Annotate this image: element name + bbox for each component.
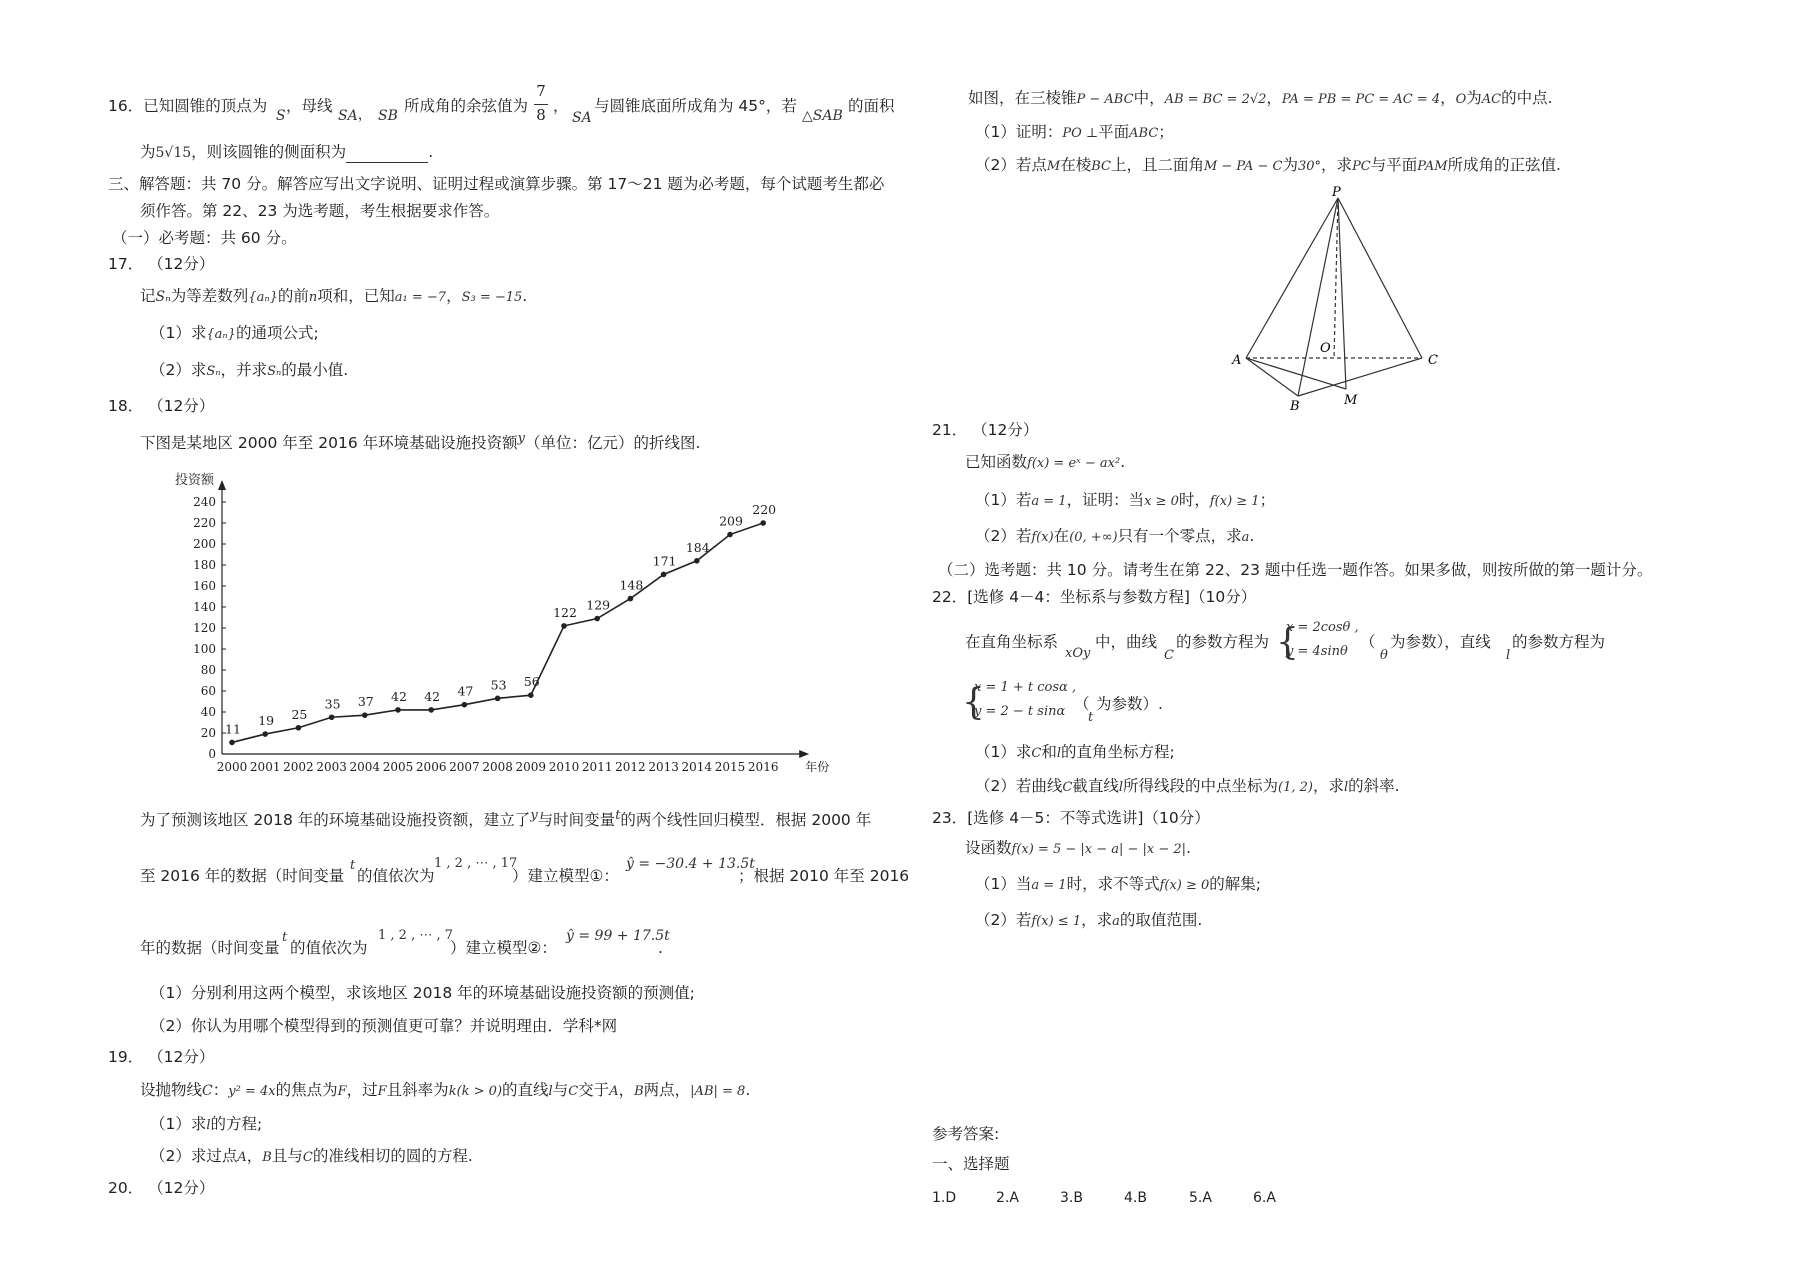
sec3-line1: 三、解答题：共 70 分。解答应写出文字说明、证明过程或演算步骤。第 17～21 题为必考题，每个试题考生都必 (108, 175, 885, 193)
q22-stem-d: 为参数），直线 (1390, 633, 1491, 651)
x-tick-label: 2012 (615, 760, 646, 774)
data-point (262, 731, 268, 737)
q17-header: 17． （12分） (108, 255, 215, 273)
y-tick-label: 160 (193, 579, 216, 593)
edge-BC (1298, 358, 1422, 396)
q21-part2: （2）若f(x)在(0, +∞)只有一个零点，求a. (975, 527, 1255, 545)
y-tick-label: 120 (193, 621, 216, 635)
x-tick-label: 2016 (747, 760, 779, 774)
q18-model1: ŷ = −30.4 + 13.5t (626, 856, 755, 872)
q16-p4: 与圆锥底面所成角为 45°，若 (594, 97, 797, 115)
edge-PM (1338, 198, 1346, 389)
x-tick-label: 2005 (382, 760, 414, 774)
x-tick-label: 2001 (249, 760, 281, 774)
data-point (528, 692, 534, 698)
label-O: O (1320, 341, 1331, 356)
y-tick-label: 140 (193, 600, 216, 614)
y-tick-label: 20 (200, 726, 216, 740)
data-point (428, 707, 434, 713)
data-label: 171 (652, 553, 677, 569)
q20-part1: （1）证明：PO ⊥平面ABC； (975, 123, 1174, 141)
q22-theta: θ (1380, 648, 1388, 663)
sec3-line3: （一）必考题：共 60 分。 (112, 229, 297, 247)
q22-stem-e: 的参数方程为 (1512, 633, 1606, 651)
q21-part1: （1）若a = 1，证明：当x ≥ 0时，f(x) ≥ 1； (975, 491, 1276, 509)
q21-stem: 已知函数f(x) = eˣ − ax². (965, 453, 1126, 471)
edge-AB (1246, 358, 1298, 396)
y-tick-label: 200 (193, 537, 216, 551)
q18-para3-t: t (282, 930, 288, 945)
q16-p5: 的面积 (848, 97, 895, 115)
edge-PB (1298, 198, 1338, 396)
q18-para2: 至 2016 年的数据（时间变量 (140, 867, 345, 885)
answer-2: 2.A (996, 1190, 1019, 1206)
data-label: 42 (424, 688, 441, 704)
q22-xOy: xOy (1065, 646, 1091, 661)
q23-part2: （2）若f(x) ≤ 1，求a的取值范围. (975, 911, 1203, 929)
data-label: 122 (553, 604, 577, 620)
q19-part1: （1）求l的方程; (150, 1115, 263, 1133)
q18-para3: 年的数据（时间变量 (140, 939, 280, 957)
answer-3: 3.B (1060, 1190, 1083, 1206)
x-tick-label: 2008 (482, 760, 513, 774)
data-point (727, 532, 733, 538)
q17-stem: 记Sₙ为等差数列{aₙ}的前n项和，已知a₁ = −7，S₃ = −15. (140, 287, 528, 305)
data-point (229, 740, 235, 746)
q18-para3-b: 的值依次为 (290, 939, 368, 957)
q20-header: 20． （12分） (108, 1179, 215, 1197)
data-point (329, 714, 335, 720)
answers-title: 参考答案: (932, 1125, 1000, 1143)
y-axis-arrow (218, 480, 226, 490)
q23-stem: 设函数f(x) = 5 − |x − a| − |x − 2|. (965, 839, 1192, 857)
data-label: 209 (719, 513, 743, 529)
x-tick-label: 2011 (581, 760, 613, 774)
q22-stem-f: 为参数）. (1096, 695, 1163, 713)
y-axis-label: 投资额 (174, 473, 214, 488)
investment-line-chart (160, 466, 850, 786)
data-label: 37 (357, 694, 374, 710)
data-point (561, 623, 567, 629)
q22-header: 22．[选修 4－4：坐标系与参数方程]（10分） (932, 588, 1257, 606)
q18-intro: 下图是某地区 2000 年至 2016 年环境基础设施投资额$^y$（单位：亿元）的折线图. (140, 431, 701, 453)
y-tick-label: 180 (193, 558, 216, 572)
q18-para3-end: . (658, 939, 663, 957)
label-C: C (1428, 353, 1438, 368)
y-tick-label: 100 (193, 642, 216, 656)
q18-para2-d: ；根据 2010 年至 2016 (738, 867, 910, 885)
data-point (296, 725, 302, 731)
answer-5: 5.A (1189, 1190, 1212, 1206)
data-label: 25 (291, 706, 308, 722)
y-tick-label: 240 (193, 495, 216, 509)
q20-stem: 如图，在三棱锥P − ABC中，AB = BC = 2√2，PA = PB = PC = AC = 4，O为AC的中点. (968, 89, 1553, 107)
data-point (628, 596, 634, 602)
pyramid-figure (1200, 186, 1460, 416)
q16-S: S (276, 108, 286, 124)
data-point (395, 707, 401, 713)
q22-part2: （2）若曲线C截直线l所得线段的中点坐标为(1, 2)，求l的斜率. (975, 777, 1400, 795)
label-B: B (1290, 399, 1300, 414)
q17-part2: （2）求Sₙ，并求Sₙ的最小值. (150, 361, 349, 379)
q22-t: t (1088, 710, 1094, 725)
x-tick-label: 2009 (515, 760, 547, 774)
q19-header: 19． （12分） (108, 1048, 215, 1066)
q22-C: C (1164, 648, 1174, 663)
q18-header: 18． （12分） (108, 397, 215, 415)
series-line (232, 523, 763, 742)
q22-paren: （ (1360, 633, 1376, 651)
y-tick-label: 0 (208, 747, 216, 761)
q16-frac-num: 7 (536, 82, 546, 100)
label-M: M (1344, 393, 1358, 408)
answers-section: 一、选择题 (932, 1155, 1010, 1173)
y-tick-label: 40 (200, 705, 216, 719)
x-tick-label: 2013 (648, 760, 679, 774)
q16-p2: ，母线 (286, 97, 333, 115)
q21-header: 21． （12分） (932, 421, 1039, 439)
x-tick-label: 2014 (681, 760, 713, 774)
y-tick-label: 60 (200, 684, 216, 698)
q22-paren2: （ (1074, 695, 1090, 713)
q22-ly: y = 2 − t sinα (974, 704, 1066, 719)
data-label: 11 (225, 721, 241, 737)
answer-1: 1.D (932, 1190, 957, 1206)
q18-model2: ŷ = 99 + 17.5t (566, 928, 670, 944)
data-label: 129 (586, 597, 611, 613)
q16-comma1: ， (358, 108, 372, 123)
q22-stem-a: 在直角坐标系 (965, 633, 1059, 651)
data-point (694, 558, 700, 564)
data-label: 47 (457, 683, 474, 699)
data-point (495, 696, 501, 702)
q18-para2-seq: 1 , 2 , ⋯ , 17 (434, 856, 518, 871)
label-A: A (1232, 353, 1242, 368)
q16-frac-den: 8 (536, 106, 546, 124)
optional-section-title: （二）选考题：共 10 分。请考生在第 22、23 题中任选一题作答。如果多做，则按所做的第一题计分。 (938, 561, 1653, 579)
data-point (594, 616, 600, 622)
x-axis-label: 年份 (805, 760, 830, 774)
q16-line1: 16．已知圆锥的顶点为 (108, 97, 268, 115)
q16-p3: 所成角的余弦值为 (404, 97, 529, 115)
data-label: 184 (685, 539, 710, 555)
q23-part1: （1）当a = 1时，求不等式f(x) ≥ 0的解集; (975, 875, 1262, 893)
q18-para2-t: t (350, 858, 356, 873)
x-tick-label: 2006 (415, 760, 447, 774)
q16-SB: SB (378, 108, 398, 124)
q16-SA2: SA (572, 110, 592, 126)
data-label: 35 (324, 696, 341, 712)
data-label: 53 (490, 677, 507, 693)
edge-PA (1246, 198, 1338, 358)
x-axis-arrow (799, 750, 809, 758)
answer-4: 4.B (1124, 1190, 1147, 1206)
data-point (362, 712, 368, 718)
q22-part1: （1）求C和l的直角坐标方程; (975, 743, 1175, 761)
q18-para2-b: 的值依次为 (357, 867, 435, 885)
x-tick-label: 2003 (316, 760, 347, 774)
data-point (760, 520, 766, 526)
q18-para2-c: ）建立模型①： (512, 867, 619, 885)
q18-para1: 为了预测该地区 2018 年的环境基础设施投资额，建立了$^y$与时间变量$^t$的两个线性回归模型．根据 2000 年 (140, 808, 872, 830)
q17-part1: （1）求{aₙ}的通项公式; (150, 324, 319, 342)
x-tick-label: 2000 (216, 760, 248, 774)
data-label: 56 (523, 674, 540, 690)
q18-para3-c: ）建立模型②： (450, 939, 557, 957)
q22-cy: y = 4sinθ (1286, 644, 1348, 659)
q22-brace2: { (962, 682, 985, 723)
x-tick-label: 2007 (449, 760, 480, 774)
edge-AM (1246, 358, 1346, 389)
q22-stem-b: 中，曲线 (1095, 633, 1158, 651)
chart-ticks (193, 495, 778, 774)
q20-part2: （2）若点M在棱BC上，且二面角M − PA − C为30°，求PC与平面PAM所成角的正弦值. (975, 156, 1561, 174)
edge-PC (1338, 198, 1422, 358)
y-tick-label: 220 (193, 516, 216, 530)
q16-comma2: ， (553, 97, 569, 115)
x-tick-label: 2015 (714, 760, 746, 774)
answer-6: 6.A (1253, 1190, 1276, 1206)
q16-SA: SA (338, 108, 358, 124)
q19-part2: （2）求过点A，B且与C的准线相切的圆的方程. (150, 1147, 473, 1165)
sec3-line2: 须作答。第 22、23 为选考题，考生根据要求作答。 (140, 202, 500, 220)
data-label: 148 (619, 577, 644, 593)
q19-stem: 设抛物线C：y² = 4x的焦点为F，过F且斜率为k(k > 0)的直线l与C交于A，B两点，|AB| = 8. (140, 1081, 751, 1099)
q22-stem-c: 的参数方程为 (1176, 633, 1270, 651)
q22-brace: { (1276, 622, 1299, 663)
q16-tri: △SAB (802, 108, 843, 124)
data-label: 19 (258, 713, 275, 729)
label-P: P (1332, 186, 1341, 200)
data-label: 220 (752, 502, 777, 517)
data-label: 42 (391, 688, 407, 704)
q18-part1: （1）分别利用这两个模型，求该地区 2018 年的环境基础设施投资额的预测值; (150, 984, 695, 1002)
q22-cx: x = 2cosθ , (1286, 620, 1359, 635)
data-point (462, 702, 468, 708)
y-tick-label: 80 (200, 663, 216, 677)
x-tick-label: 2010 (548, 760, 580, 774)
chart-data-labels (225, 502, 776, 736)
edge-PO (1334, 198, 1338, 358)
q22-lx: x = 1 + t cosα , (974, 680, 1077, 695)
x-tick-label: 2002 (283, 760, 314, 774)
x-tick-label: 2004 (349, 760, 381, 774)
q23-header: 23．[选修 4－5：不等式选讲]（10分） (932, 809, 1210, 827)
q18-para3-seq: 1 , 2 , ⋯ , 7 (378, 928, 454, 943)
answer-blank[interactable] (346, 147, 428, 163)
q18-part2: （2）你认为用哪个模型得到的预测值更可靠？并说明理由．学科*网 (150, 1017, 618, 1035)
q16-line2: 为5√15，则该圆锥的侧面积为 . (140, 143, 434, 161)
q16-frac-line (534, 104, 548, 105)
q22-l: l (1506, 648, 1511, 663)
data-point (661, 572, 667, 578)
